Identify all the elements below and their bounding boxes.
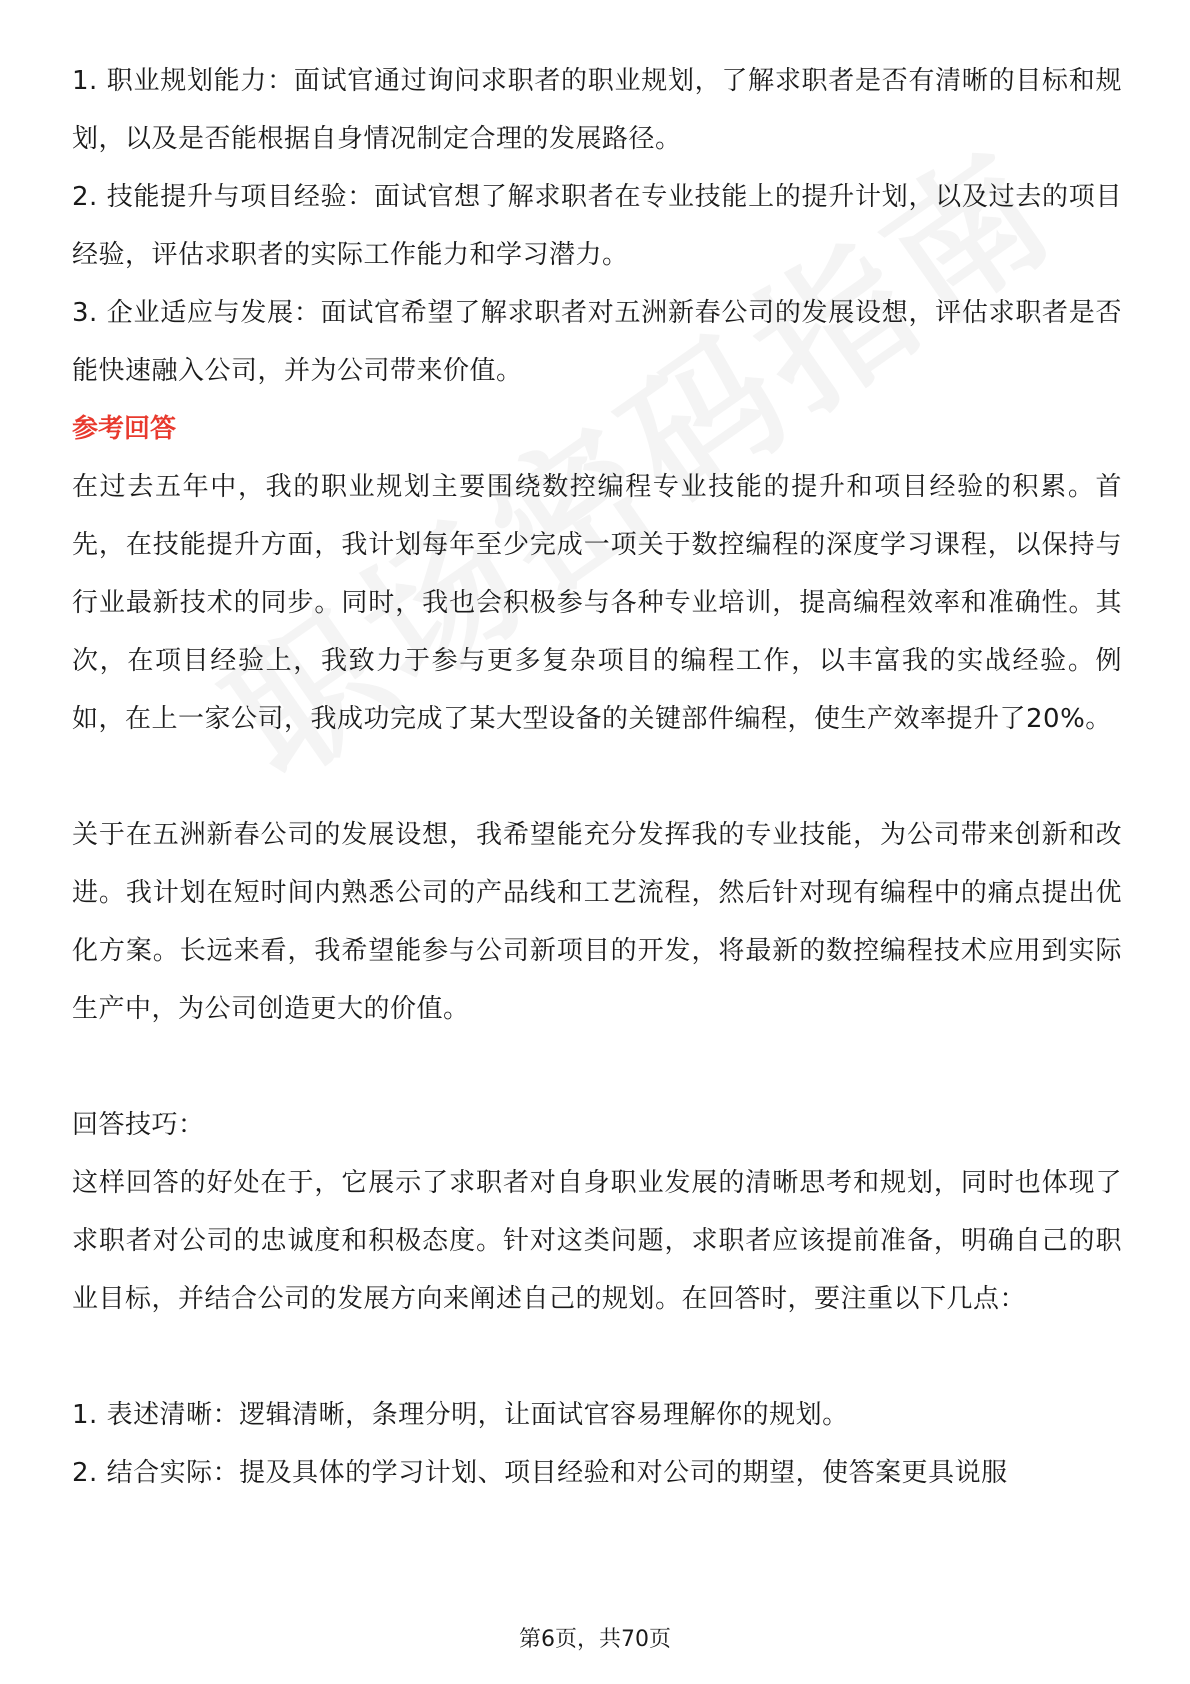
- page-number: 第6页，共70页: [519, 1627, 671, 1652]
- spacer: [72, 748, 1122, 806]
- answer-paragraph-1: 在过去五年中，我的职业规划主要围绕数控编程专业技能的提升和项目经验的积累。首先，在技能提升方面，我计划每年至少完成一项关于数控编程的深度学习课程，以保持与行业最新技术的同步。同时，我也会积极参与各种专业培训，提高编程效率和准确性。其次，在项目经验上，我致力于参与更多复杂项目的编程工作，以丰富我的实战经验。例如，在上一家公司，我成功完成了某大型设备的关键部件编程，使生产效率提升了20%。: [72, 472, 1122, 734]
- spacer: [72, 1328, 1122, 1386]
- criteria-item-3: 3. 企业适应与发展：面试官希望了解求职者对五洲新春公司的发展设想，评估求职者是否能快速融入公司，并为公司带来价值。: [72, 298, 1122, 386]
- tips-heading: 回答技巧：: [72, 1110, 205, 1140]
- tips-list-item-2: 2. 结合实际：提及具体的学习计划、项目经验和对公司的期望，使答案更具说服: [72, 1458, 1008, 1488]
- spacer: [72, 1038, 1122, 1096]
- tips-paragraph: 这样回答的好处在于，它展示了求职者对自身职业发展的清晰思考和规划，同时也体现了求职者对公司的忠诚度和积极态度。针对这类问题，求职者应该提前准备，明确自己的职业目标，并结合公司的发展方向来阐述自己的规划。在回答时，要注重以下几点：: [72, 1168, 1122, 1314]
- document-body: [72, 52, 1122, 1502]
- reference-answer-heading: 参考回答: [72, 414, 177, 444]
- criteria-item-2: 2. 技能提升与项目经验：面试官想了解求职者在专业技能上的提升计划，以及过去的项目经验，评估求职者的实际工作能力和学习潜力。: [72, 182, 1122, 270]
- criteria-item-1: 1. 职业规划能力：面试官通过询问求职者的职业规划，了解求职者是否有清晰的目标和规划，以及是否能根据自身情况制定合理的发展路径。: [72, 66, 1122, 154]
- tips-list-item-1: 1. 表述清晰：逻辑清晰，条理分明，让面试官容易理解你的规划。: [72, 1400, 849, 1430]
- answer-paragraph-2: 关于在五洲新春公司的发展设想，我希望能充分发挥我的专业技能，为公司带来创新和改进。我计划在短时间内熟悉公司的产品线和工艺流程，然后针对现有编程中的痛点提出优化方案。长远来看，我希望能参与公司新项目的开发，将最新的数控编程技术应用到实际生产中，为公司创造更大的价值。: [72, 820, 1122, 1024]
